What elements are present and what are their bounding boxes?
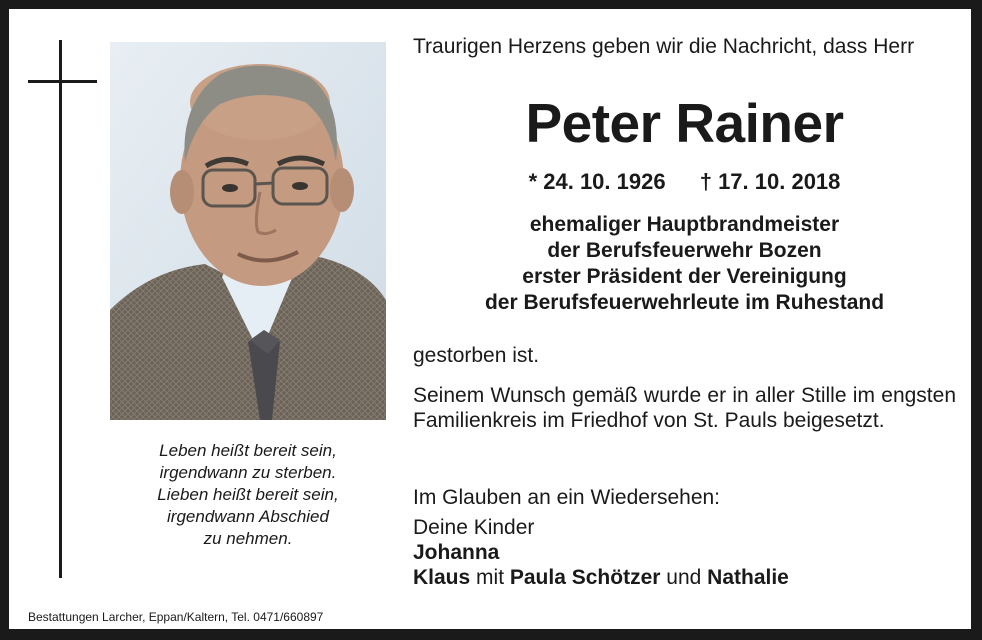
signer-name: Klaus	[413, 566, 471, 589]
poem-quote	[110, 440, 386, 550]
role-line: ehemaliger Hauptbrandmeister	[529, 213, 840, 236]
roles-list	[413, 212, 956, 316]
signer-line	[413, 565, 956, 590]
poem-line: Leben heißt bereit sein,	[159, 441, 337, 460]
signer-connector: und	[666, 566, 702, 589]
signers-block	[413, 515, 956, 590]
signer-connector: mit	[476, 566, 505, 589]
cross-vertical-bar	[59, 40, 62, 578]
poem-line: Lieben heißt bereit sein,	[157, 485, 339, 504]
cross-horizontal-bar	[28, 80, 97, 83]
death-date: † 17. 10. 2018	[699, 169, 841, 194]
intro-text: Traurigen Herzens geben wir die Nachricht, dass Herr	[413, 35, 915, 58]
signers-intro: Deine Kinder	[413, 516, 535, 539]
signer-name: Nathalie	[707, 566, 789, 589]
role-line: der Berufsfeuerwehrleute im Ruhestand	[484, 291, 885, 314]
died-text: gestorben ist.	[413, 344, 540, 367]
funeral-home-footer: Bestattungen Larcher, Eppan/Kaltern, Tel. 0471/660897	[28, 610, 324, 624]
role-line: erster Präsident der Vereinigung	[522, 265, 847, 288]
signer-name: Johanna	[413, 541, 500, 564]
poem-line: zu nehmen.	[203, 529, 293, 548]
role-line: der Berufsfeuerwehr Bozen	[547, 239, 822, 262]
burial-text: Seinem Wunsch gemäß wurde er in aller Stille im engsten Familienkreis im Friedhof von St. Pauls beigesetzt.	[413, 384, 956, 432]
life-dates	[413, 168, 956, 196]
deceased-name: Peter Rainer	[525, 92, 844, 154]
birth-date: * 24. 10. 1926	[528, 169, 666, 194]
portrait-photo	[110, 42, 386, 420]
poem-line: irgendwann zu sterben.	[159, 463, 337, 482]
faith-text: Im Glauben an ein Wiedersehen:	[413, 486, 721, 509]
signer-name: Paula Schötzer	[509, 566, 661, 589]
poem-line: irgendwann Abschied	[167, 507, 329, 526]
